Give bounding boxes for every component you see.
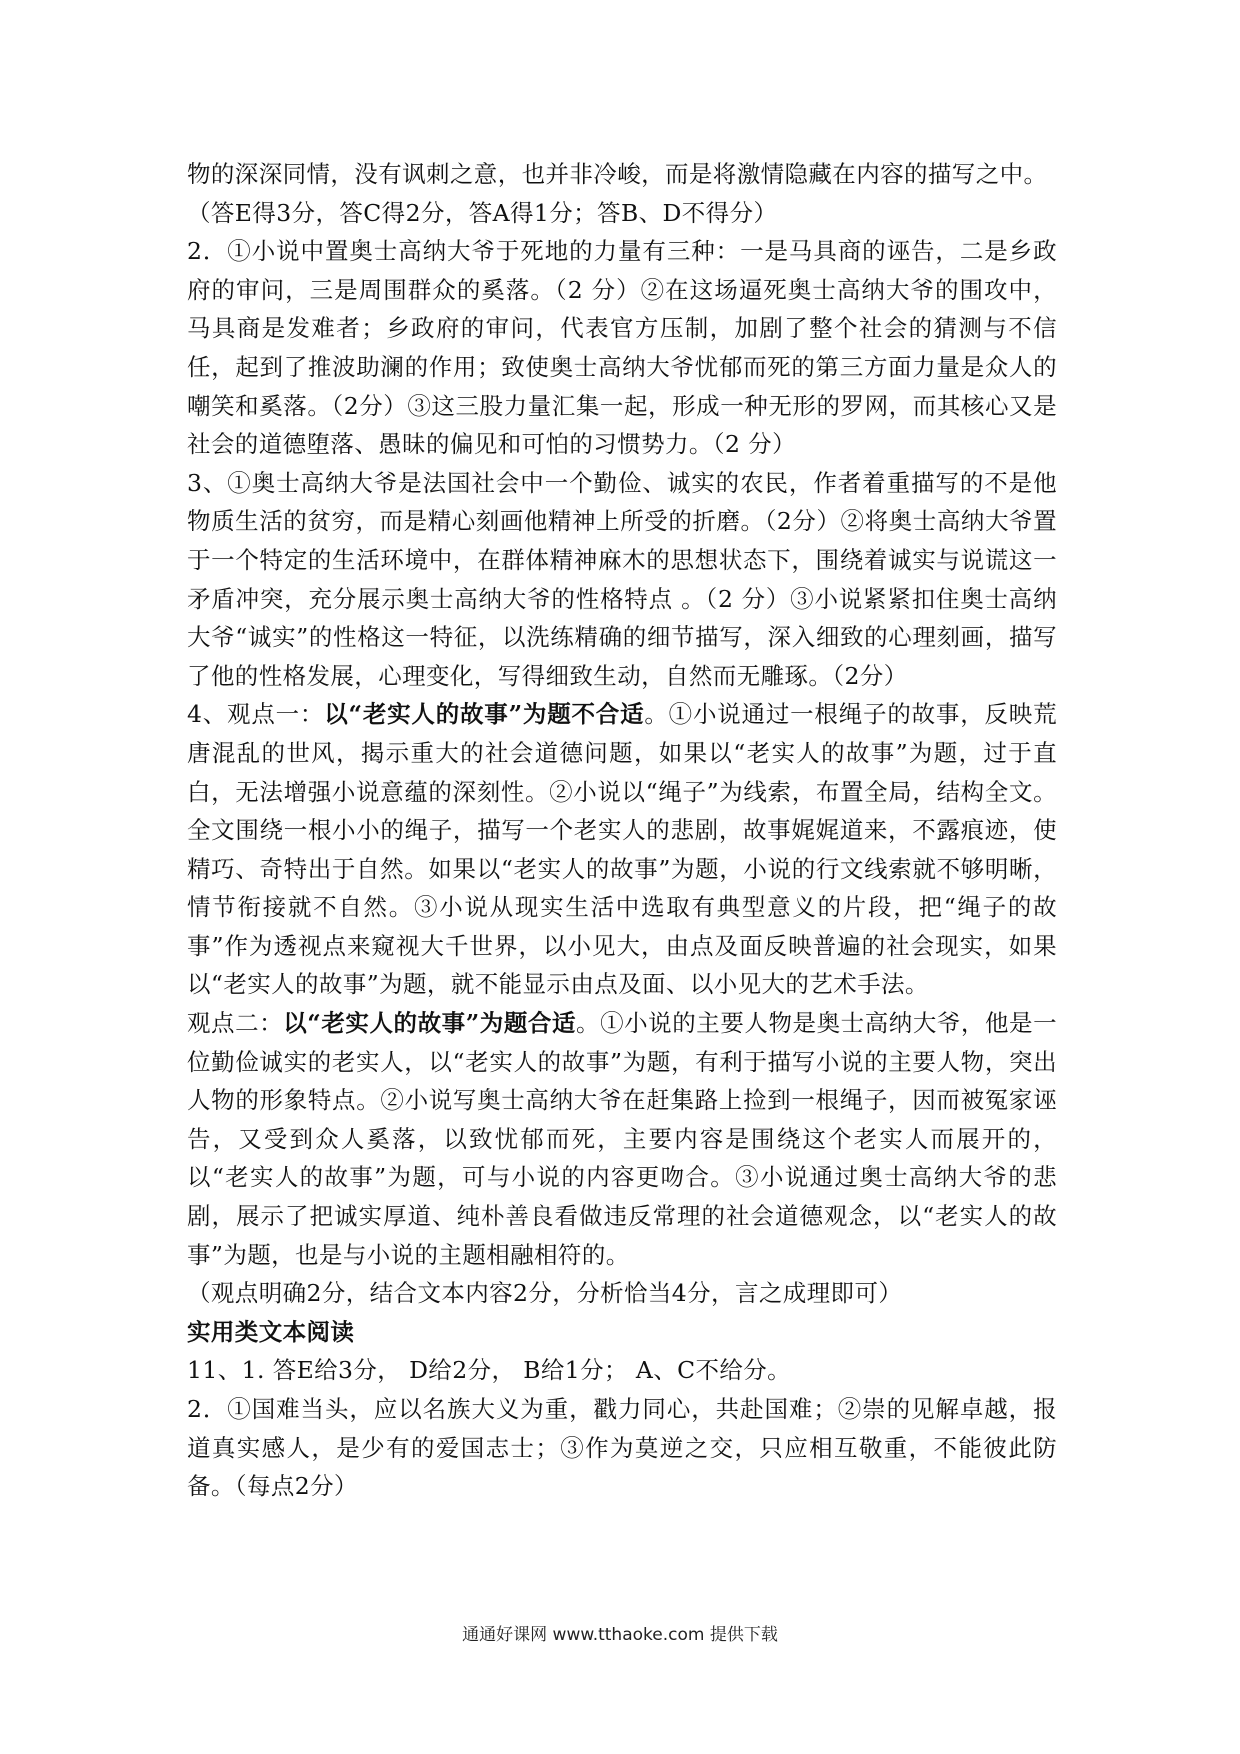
- viewpoint-1-thesis: 以“老实人的故事”为题不合适: [324, 700, 645, 729]
- document-body: [187, 155, 1057, 1506]
- paragraph-q4-scoring: （观点明确2分，结合文本内容2分，分析恰当4分，言之成理即可）: [187, 1279, 903, 1308]
- section-heading: 实用类文本阅读: [187, 1317, 355, 1346]
- answer-11-2: 2．①国难当头，应以名族大义为重，戳力同心，共赴国难；②崇的见解卓越，报道真实感人，是少有的爱国志士；③作为莫逆之交，只应相互敬重，不能彼此防备。（每点2分）: [187, 1395, 1057, 1501]
- viewpoint-2-prefix: 观点二：: [187, 1009, 284, 1038]
- paragraph-q1-scoring: （答E得3分，答C得2分，答A得1分；答B、D不得分）: [187, 198, 778, 227]
- paragraph-q3-answer: 3、①奥士高纳大爷是法国社会中一个勤俭、诚实的农民，作者着重描写的不是他物质生活的贫穷，而是精心刻画他精神上所受的折磨。（2分）②将奥士高纳大爷置于一个特定的生活环境中，在群体精神麻木的思想状态下，围绕着诚实与说谎这一矛盾冲突，充分展示奥士高纳大爷的性格特点 。（2 分）③小说紧紧扣住奥士高纳大爷“诚实”的性格这一特征，以洗练精确的细节描写，深入细致的心理刻画，描写了他的性格发展，心理变化，写得细致生动，自然而无雕琢。（2分）: [187, 468, 1057, 690]
- viewpoint-2-body: 。①小说的主要人物是奥士高纳大爷，他是一位勤俭诚实的老实人，以“老实人的故事”为题，有利于描写小说的主要人物，突出人物的形象特点。②小说写奥士高纳大爷在赶集路上捡到一根绳子，因而被冤家诬告，又受到众人奚落，以致忧郁而死，主要内容是围绕这个老实人而展开的，以“老实人的故事”为题，可与小说的内容更吻合。③小说通过奥士高纳大爷的悲剧，展示了把诚实厚道、纯朴善良看做违反常理的社会道德观念，以“老实人的故事”为题，也是与小说的主题相融相符的。: [187, 1009, 1058, 1269]
- viewpoint-1-prefix: 4、观点一：: [187, 700, 325, 729]
- viewpoint-2-thesis: 以“老实人的故事”为题合适: [283, 1009, 577, 1038]
- page-footer: 通通好课网 www.tthaoke.com 提供下载: [462, 1625, 778, 1645]
- viewpoint-1-body: 。①小说通过一根绳子的故事，反映荒唐混乱的世风，揭示重大的社会道德问题，如果以“老实人的故事”为题，过于直白，无法增强小说意蕴的深刻性。②小说以“绳子”为线索，布置全局，结构全文。全文围绕一根小小的绳子，描写一个老实人的悲剧，故事娓娓道来，不露痕迹，使精巧、奇特出于自然。如果以“老实人的故事”为题，小说的行文线索就不够明晰，情节衔接就不自然。③小说从现实生活中选取有典型意义的片段，把“绳子的故事”作为透视点来窥视大千世界，以小见大，由点及面反映普遍的社会现实，如果以“老实人的故事”为题，就不能显示由点及面、以小见大的艺术手法。: [187, 700, 1057, 999]
- paragraph-q4-viewpoint-2: [187, 1004, 1057, 1274]
- paragraph-q4-viewpoint-1: [187, 695, 1057, 1004]
- paragraph-continuation: 物的深深同情，没有讽刺之意，也并非冷峻，而是将激情隐藏在内容的描写之中。: [187, 160, 1048, 188]
- paragraph-q2-answer: 2．①小说中置奥士高纳大爷于死地的力量有三种：一是马具商的诬告，二是乡政府的审问，三是周围群众的奚落。（2 分）②在这场逼死奥士高纳大爷的围攻中，马具商是发难者；乡政府的审问，代表官方压制，加剧了整个社会的猜测与不信任，起到了推波助澜的作用；致使奥士高纳大爷忧郁而死的第三方面力量是众人的嘲笑和奚落。（2分）③这三股力量汇集一起，形成一种无形的罗网，而其核心又是社会的道德堕落、愚昧的偏见和可怕的习惯势力。（2 分）: [187, 237, 1057, 459]
- answer-11-1: 11、1. 答E给3分， D给2分， B给1分； A、C不给分。: [187, 1356, 792, 1385]
